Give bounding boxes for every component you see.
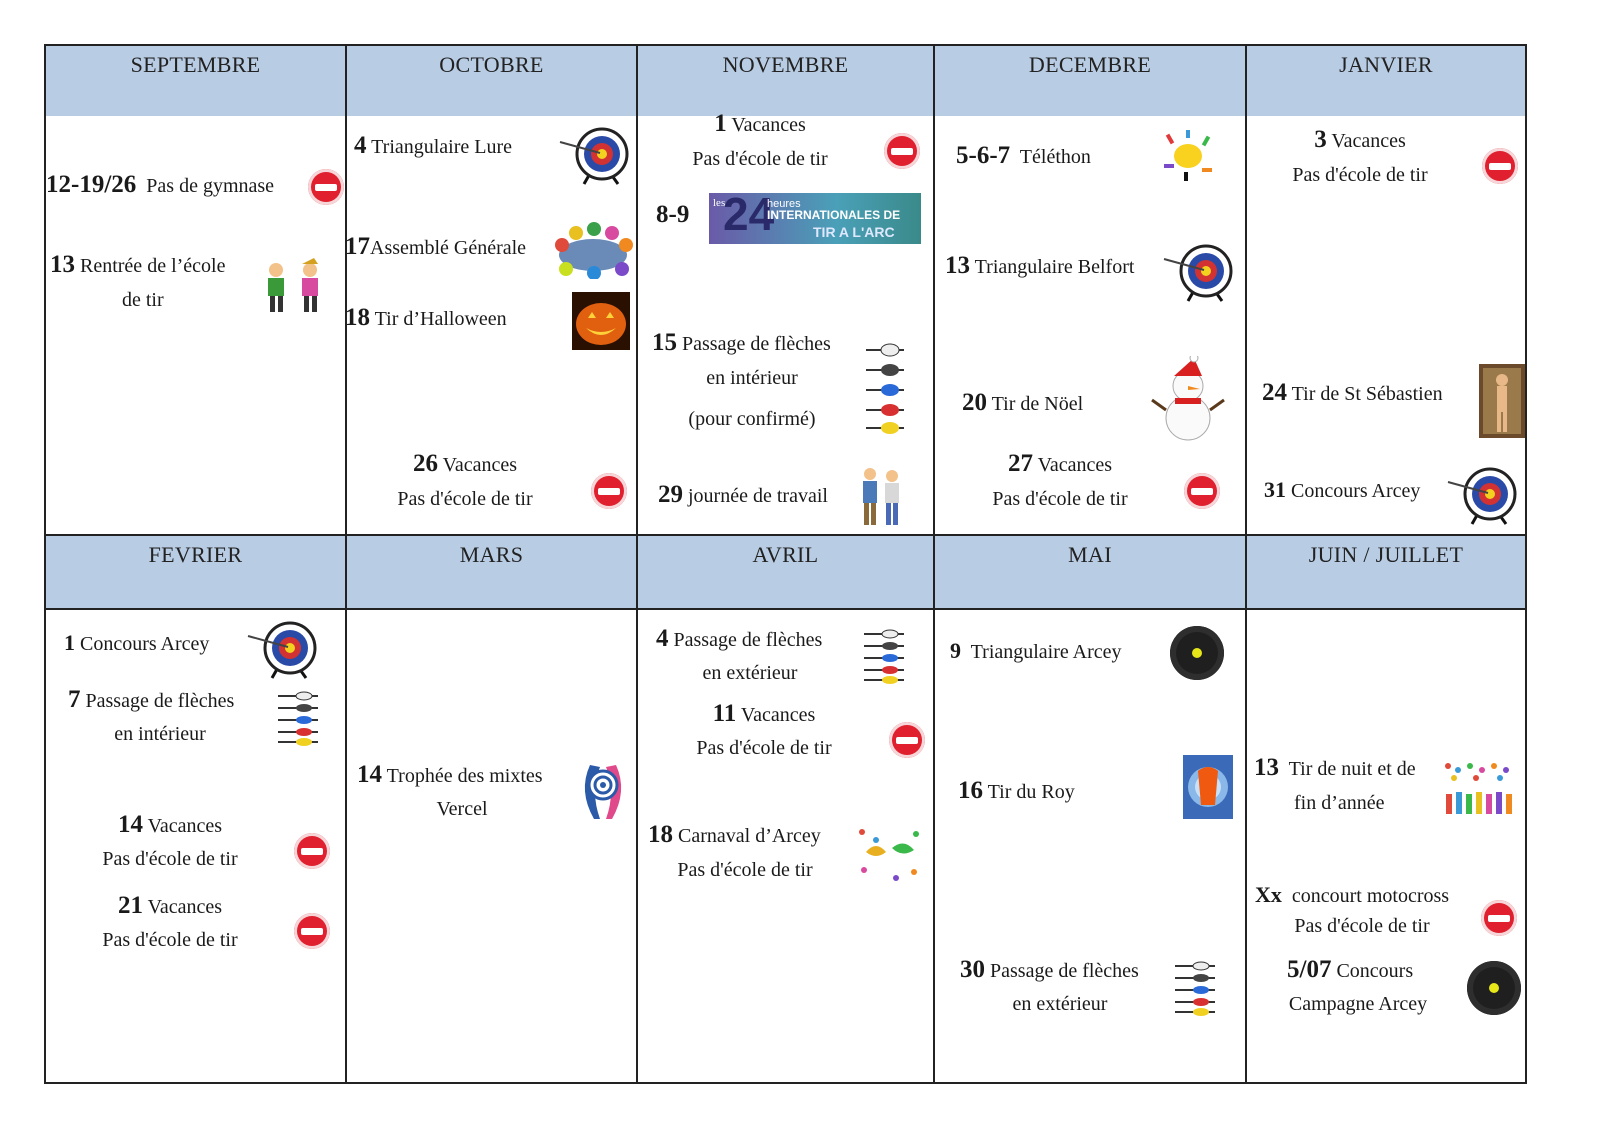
event-nov-3 bbox=[652, 326, 831, 361]
event-text: Carnaval d’Arcey bbox=[678, 825, 821, 847]
event-text: Tir de Nöel bbox=[991, 393, 1084, 415]
event-dec-4 bbox=[960, 447, 1160, 482]
event-feb-3 bbox=[70, 808, 270, 843]
event-text: Pas de gymnase bbox=[146, 175, 275, 197]
event-day: 30 bbox=[960, 956, 985, 983]
month-header: JUIN / JUILLET bbox=[1247, 536, 1525, 608]
month-header: MARS bbox=[347, 536, 636, 608]
event-jun-3-line2: Campagne Arcey bbox=[1288, 993, 1428, 1015]
event-nov-4 bbox=[658, 478, 828, 513]
event-mar-1-line2: Vercel bbox=[436, 798, 488, 820]
event-day: 12-19/26 bbox=[46, 171, 137, 198]
no-entry-icon bbox=[294, 913, 330, 949]
snowman-icon bbox=[1150, 356, 1226, 442]
event-nov-1 bbox=[660, 107, 860, 142]
event-apr-2 bbox=[664, 697, 864, 732]
event-day: 7 bbox=[68, 686, 81, 713]
event-text: Vacances bbox=[1037, 454, 1113, 476]
no-entry-icon bbox=[1481, 900, 1517, 936]
logo-text: TIR A L'ARC bbox=[813, 224, 895, 240]
event-may-3 bbox=[960, 953, 1139, 988]
event-oct-2 bbox=[345, 230, 526, 265]
month-header: OCTOBRE bbox=[347, 46, 636, 116]
event-apr-1 bbox=[656, 622, 822, 657]
event-jun-1-line2: fin d’année bbox=[1294, 792, 1385, 814]
event-oct-1 bbox=[354, 129, 512, 164]
event-sep-1 bbox=[46, 168, 274, 203]
event-day: 27 bbox=[1007, 450, 1033, 477]
event-jun-3 bbox=[1287, 953, 1413, 988]
event-day: 4 bbox=[656, 625, 669, 652]
archery-target-icon bbox=[246, 620, 320, 680]
event-dec-4-line2: Pas d'école de tir bbox=[992, 488, 1128, 510]
event-nov-3-line2: en intérieur bbox=[706, 367, 798, 389]
month-header: DECEMBRE bbox=[935, 46, 1245, 116]
month-header: NOVEMBRE bbox=[638, 46, 933, 116]
event-jan-2 bbox=[1262, 376, 1443, 411]
no-entry-icon bbox=[308, 169, 344, 205]
event-text: Passage de flèches bbox=[85, 690, 235, 712]
event-text: Passage de flèches bbox=[673, 629, 823, 651]
logo-text: heures bbox=[767, 198, 801, 210]
event-dec-1 bbox=[956, 139, 1091, 174]
workers-icon bbox=[856, 464, 906, 528]
event-day: 13 bbox=[1254, 754, 1279, 781]
event-feb-2-line2: en intérieur bbox=[114, 723, 206, 745]
event-may-3-line2: en extérieur bbox=[1012, 993, 1108, 1015]
no-entry-icon bbox=[1184, 473, 1220, 509]
divider bbox=[345, 46, 347, 1082]
event-text: Vacances bbox=[1331, 130, 1406, 152]
carnival-icon bbox=[856, 826, 924, 882]
event-feb-4 bbox=[70, 889, 270, 924]
event-sep-2 bbox=[50, 248, 225, 283]
event-day: 4 bbox=[354, 132, 367, 159]
event-day: 26 bbox=[412, 450, 438, 477]
event-text: Tir d’Halloween bbox=[374, 308, 507, 330]
event-text: Tir de St Sébastien bbox=[1291, 383, 1443, 405]
event-text: Assemblé Générale bbox=[370, 237, 527, 259]
archery-target-icon bbox=[1162, 243, 1236, 303]
event-apr-3-line2: Pas d'école de tir bbox=[677, 859, 813, 881]
event-nov-1-line2: Pas d'école de tir bbox=[692, 148, 828, 170]
arrows-icon bbox=[276, 690, 332, 748]
event-text: journée de travail bbox=[688, 485, 828, 507]
event-day: 5-6-7 bbox=[956, 142, 1011, 169]
no-entry-icon bbox=[889, 722, 925, 758]
event-day: 9 bbox=[950, 638, 961, 663]
event-text: Vacances bbox=[740, 704, 816, 726]
kids-icon bbox=[258, 258, 334, 318]
event-day: 3 bbox=[1314, 126, 1327, 153]
event-dec-2 bbox=[945, 249, 1134, 284]
event-jun-2-line2: Pas d'école de tir bbox=[1294, 915, 1430, 937]
saint-icon bbox=[1479, 364, 1525, 438]
divider bbox=[46, 608, 1525, 610]
no-entry-icon bbox=[294, 833, 330, 869]
event-feb-1 bbox=[64, 626, 209, 661]
logo-text: INTERNATIONALES DE bbox=[767, 208, 901, 222]
month-header: AVRIL bbox=[638, 536, 933, 608]
event-jun-2 bbox=[1255, 878, 1449, 913]
event-text: Téléthon bbox=[1019, 146, 1091, 168]
event-day: 31 bbox=[1264, 477, 1286, 502]
event-text: Passage de flèches bbox=[682, 333, 831, 355]
event-day: 17 bbox=[345, 233, 370, 260]
event-nov-3-line3: (pour confirmé) bbox=[688, 408, 816, 430]
event-day: 18 bbox=[345, 304, 370, 331]
month-header: JANVIER bbox=[1247, 46, 1525, 116]
event-day: 21 bbox=[117, 892, 143, 919]
event-text: Triangulaire Arcey bbox=[970, 641, 1122, 663]
divider bbox=[933, 46, 935, 1082]
event-oct-4 bbox=[370, 447, 560, 482]
event-text: Tir de nuit et de bbox=[1288, 758, 1416, 780]
month-header: SEPTEMBRE bbox=[46, 46, 345, 116]
event-text: Vacances bbox=[147, 815, 223, 837]
event-text: Triangulaire Belfort bbox=[974, 256, 1135, 278]
event-text: concourt motocross bbox=[1291, 885, 1450, 907]
event-text: Triangulaire Lure bbox=[371, 136, 513, 158]
event-feb-3-line2: Pas d'école de tir bbox=[102, 848, 238, 870]
no-entry-icon bbox=[884, 133, 920, 169]
archery-target-icon bbox=[558, 126, 632, 186]
event-day: 13 bbox=[945, 252, 970, 279]
event-apr-1-line2: en extérieur bbox=[702, 662, 798, 684]
event-day: Xx bbox=[1255, 882, 1282, 907]
event-text: Trophée des mixtes bbox=[386, 765, 543, 787]
event-day: 20 bbox=[962, 389, 987, 416]
event-oct-3 bbox=[345, 301, 507, 336]
event-feb-4-line2: Pas d'école de tir bbox=[102, 929, 238, 951]
roy-target-icon bbox=[1183, 755, 1233, 819]
divider bbox=[636, 46, 638, 1082]
event-text: Tir du Roy bbox=[987, 781, 1075, 803]
event-day: 18 bbox=[648, 821, 673, 848]
event-apr-2-line2: Pas d'école de tir bbox=[696, 737, 832, 759]
event-text: Rentrée de l’école bbox=[80, 255, 226, 277]
event-text: Passage de flèches bbox=[990, 960, 1139, 982]
event-nov-2 bbox=[656, 198, 689, 233]
meeting-icon bbox=[552, 221, 634, 279]
event-dec-3 bbox=[962, 386, 1083, 421]
event-may-2 bbox=[958, 774, 1075, 809]
event-apr-3 bbox=[648, 818, 821, 853]
event-oct-4-line2: Pas d'école de tir bbox=[397, 488, 533, 510]
event-feb-2 bbox=[68, 683, 234, 718]
month-header: MAI bbox=[935, 536, 1245, 608]
event-text: Vacances bbox=[442, 454, 518, 476]
arrows-icon bbox=[862, 628, 918, 686]
no-entry-icon bbox=[1482, 148, 1518, 184]
divider bbox=[46, 534, 1525, 536]
arrows-icon bbox=[1173, 960, 1229, 1018]
event-text: Concours bbox=[1336, 960, 1414, 982]
dark-target-icon bbox=[1467, 961, 1521, 1015]
event-jan-3 bbox=[1264, 473, 1420, 508]
event-day: 11 bbox=[712, 700, 737, 727]
arrows-icon bbox=[864, 340, 920, 436]
event-jan-1-line2: Pas d'école de tir bbox=[1292, 164, 1428, 186]
sun-icon bbox=[1160, 130, 1218, 182]
event-day: 8-9 bbox=[656, 201, 690, 228]
event-text: Vacances bbox=[731, 114, 806, 136]
event-day: 24 bbox=[1262, 379, 1287, 406]
mixed-trophy-icon bbox=[576, 755, 630, 827]
event-text: Concours Arcey bbox=[80, 633, 210, 655]
pumpkin-icon bbox=[572, 292, 630, 350]
event-day: 1 bbox=[64, 630, 75, 655]
event-day: 29 bbox=[658, 481, 683, 508]
event-may-1 bbox=[950, 634, 1122, 669]
event-day: 5/07 bbox=[1287, 956, 1332, 983]
24h-logo-icon bbox=[709, 188, 921, 244]
month-header: FEVRIER bbox=[46, 536, 345, 608]
event-day: 16 bbox=[958, 777, 983, 804]
event-day: 14 bbox=[357, 761, 382, 788]
no-entry-icon bbox=[591, 473, 627, 509]
event-day: 1 bbox=[714, 110, 727, 137]
dark-target-icon bbox=[1170, 626, 1224, 680]
event-day: 13 bbox=[50, 251, 75, 278]
event-jun-1 bbox=[1254, 751, 1416, 786]
divider bbox=[1245, 46, 1247, 1082]
event-jan-1 bbox=[1260, 123, 1460, 158]
logo-text: 24 bbox=[723, 188, 775, 240]
event-text: Vacances bbox=[147, 896, 223, 918]
logo-text: les bbox=[713, 197, 726, 209]
event-day: 14 bbox=[117, 811, 143, 838]
event-text: Concours Arcey bbox=[1291, 480, 1421, 502]
party-icon bbox=[1442, 760, 1514, 818]
event-mar-1 bbox=[357, 758, 543, 793]
event-sep-2-line2: de tir bbox=[122, 289, 164, 311]
archery-target-icon bbox=[1446, 466, 1520, 526]
event-day: 15 bbox=[652, 329, 677, 356]
